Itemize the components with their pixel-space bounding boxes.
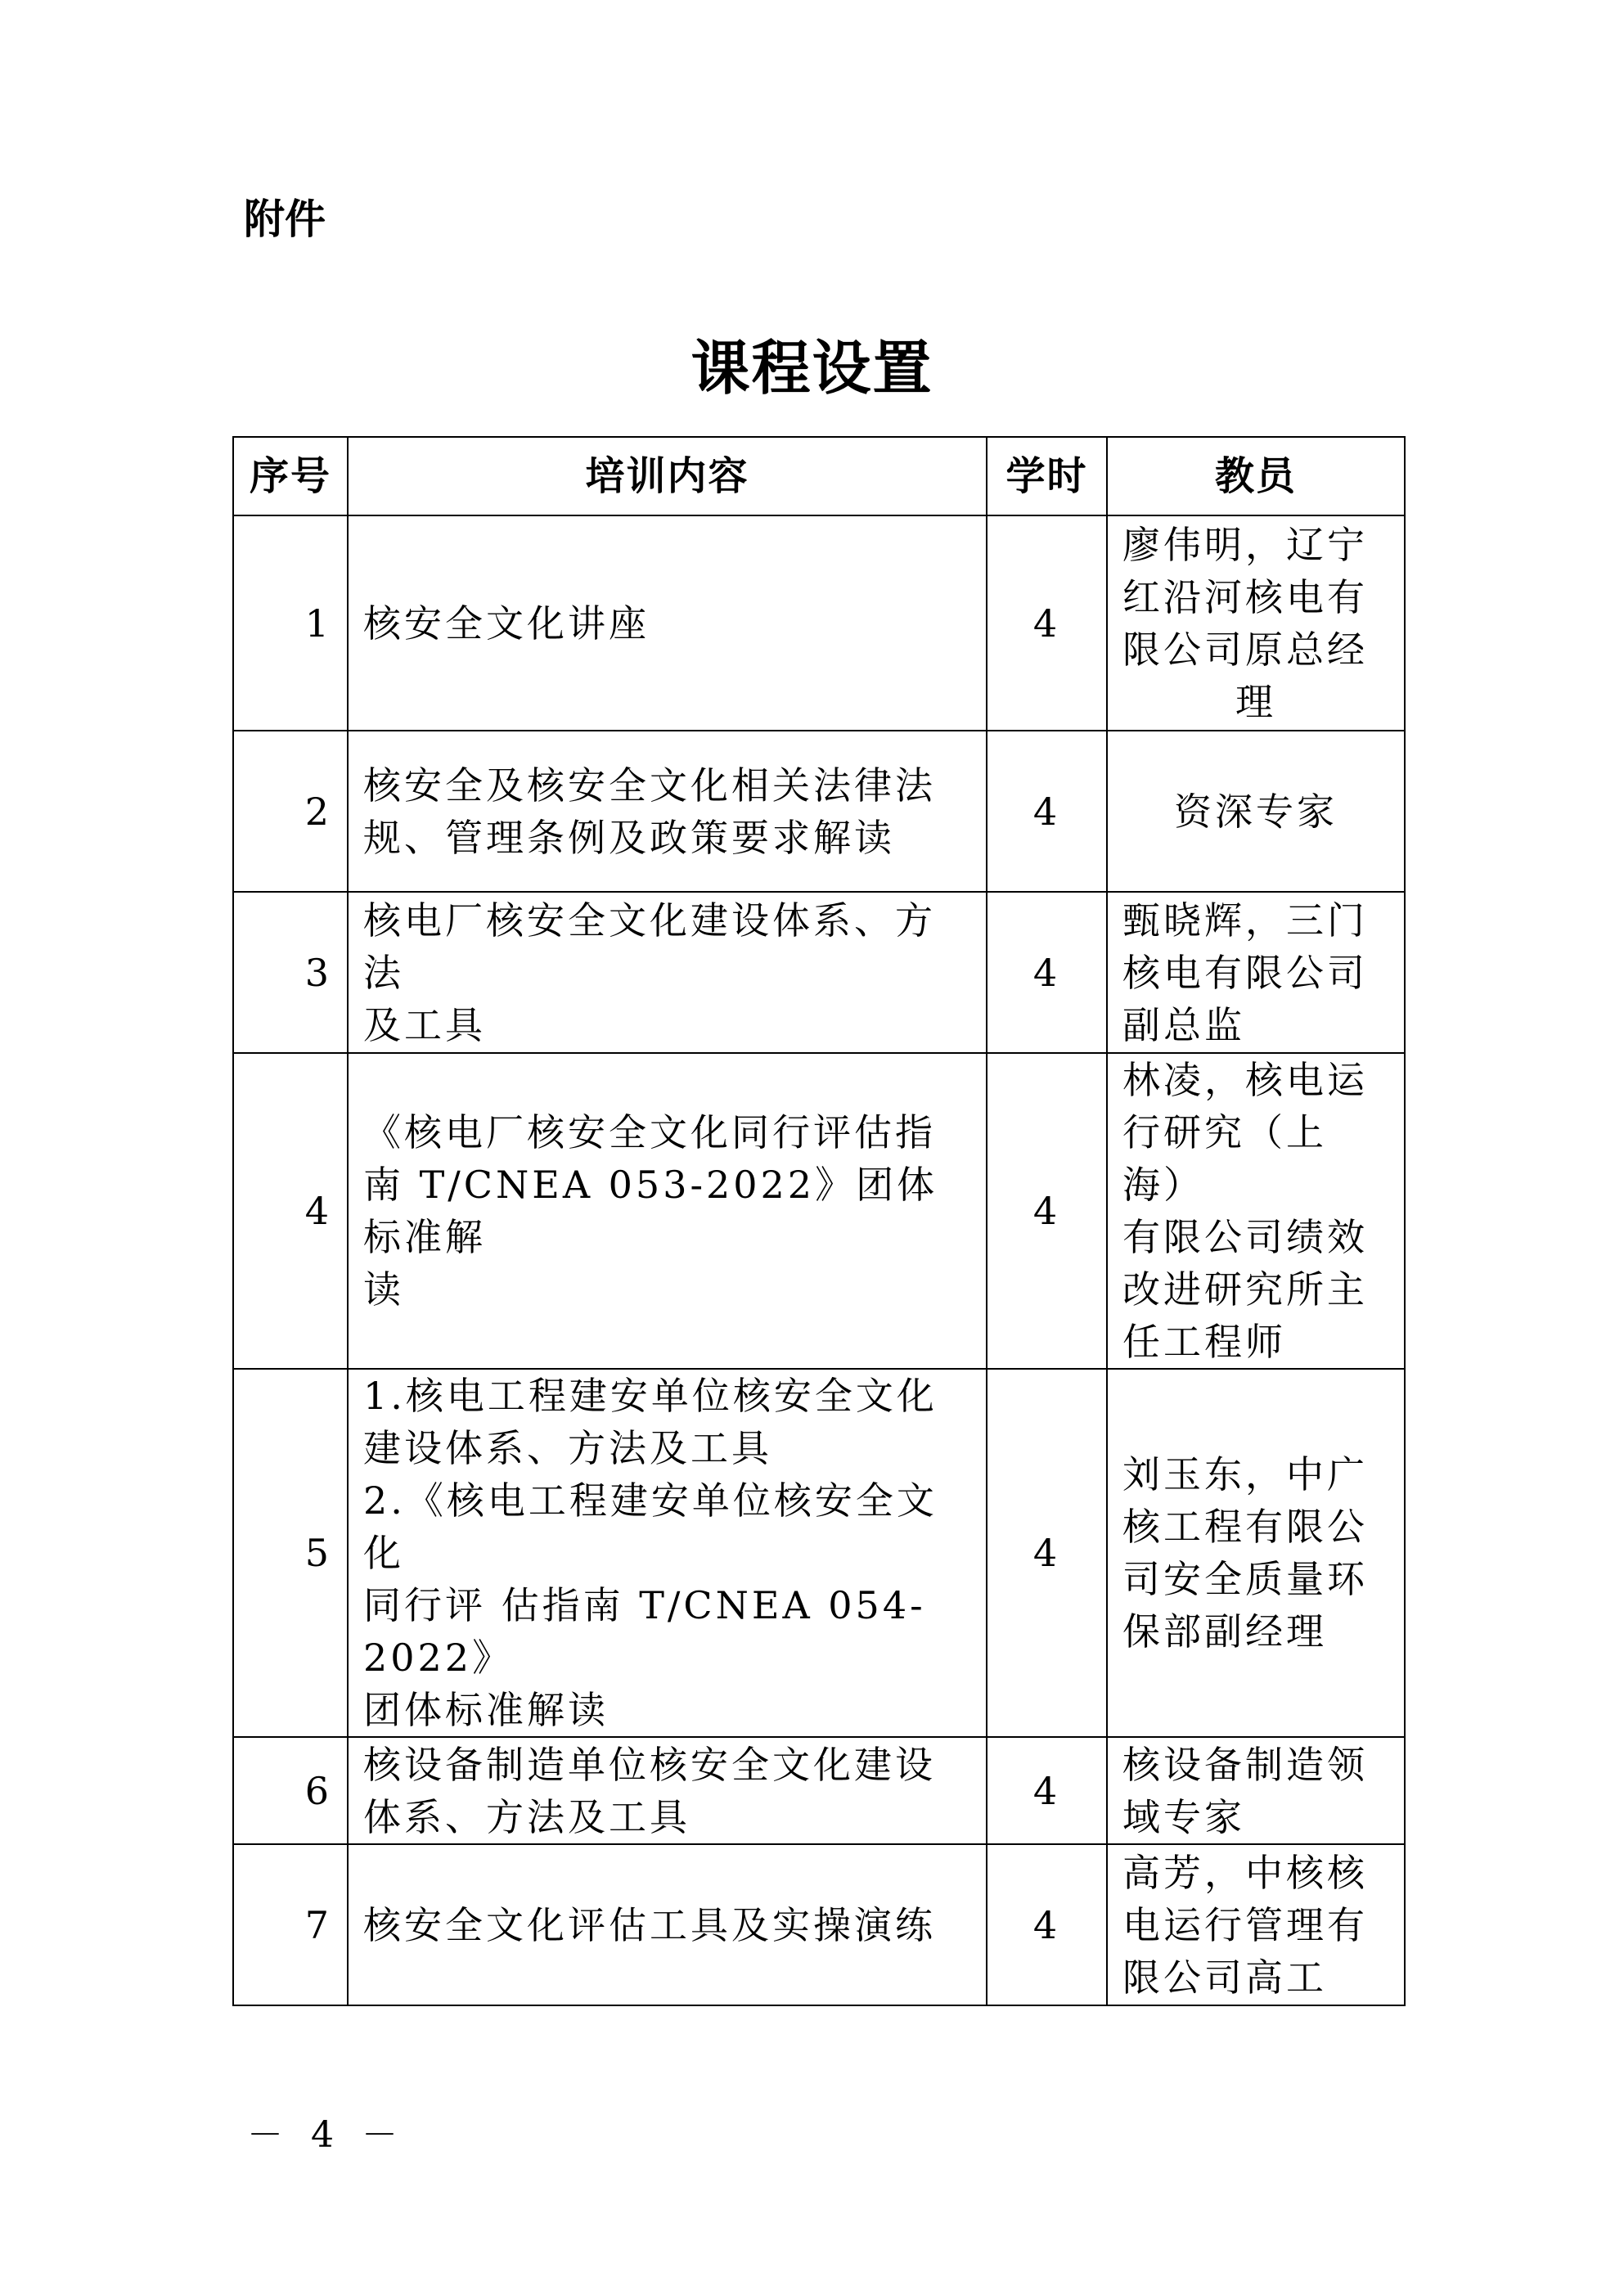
row-content (348, 731, 987, 892)
page-title: 课程设置 (691, 334, 933, 403)
teacher-line: 核工程有限公 (1122, 1505, 1368, 1549)
row-hours: 4 (987, 1053, 1107, 1369)
teacher-line: 理 (1235, 679, 1276, 724)
row-index: 2 (233, 731, 348, 892)
content-line: 核设备制造单位核安全文化建设 (363, 1742, 936, 1787)
teacher-line: 改进研究所主 (1122, 1267, 1368, 1312)
content-line: 规、管理条例及政策要求解读 (363, 815, 895, 860)
content-line: 核安全文化评估工具及实操演练 (363, 1902, 936, 1947)
table-row (233, 1369, 1405, 1737)
teacher-line: 行研究（上海） (1122, 1110, 1327, 1207)
content-line: 体系、方法及工具 (363, 1794, 691, 1839)
row-content (348, 1053, 987, 1369)
teacher-line: 刘玉东，中广 (1122, 1452, 1368, 1496)
content-line: 核安全及核安全文化相关法律法 (363, 763, 936, 808)
table-row (233, 1737, 1405, 1844)
row-teacher (1107, 1053, 1405, 1369)
row-hours: 4 (987, 892, 1107, 1053)
teacher-line: 甄晓辉，三门 (1122, 898, 1368, 943)
teacher-line: 任工程师 (1122, 1320, 1286, 1364)
table-row (233, 731, 1405, 892)
teacher-line: 限公司原总经 (1122, 627, 1368, 672)
table-row (233, 1844, 1405, 2005)
row-hours: 4 (987, 1369, 1107, 1737)
row-index: 6 (233, 1737, 348, 1844)
teacher-line: 廖伟明，辽宁 (1122, 522, 1368, 567)
teacher-line: 核设备制造领 (1122, 1742, 1368, 1787)
table-row (233, 515, 1405, 731)
header-teacher: 教员 (1107, 437, 1405, 515)
content-line: 2.《核电工程建安单位核安全文化 (363, 1478, 938, 1575)
teacher-line: 资深专家 (1174, 789, 1338, 834)
content-line: 读 (363, 1267, 404, 1312)
header-hours: 学时 (987, 437, 1107, 515)
row-content (348, 892, 987, 1053)
teacher-line: 电运行管理有 (1122, 1902, 1368, 1947)
row-index: 3 (233, 892, 348, 1053)
teacher-line: 核电有限公司 (1122, 950, 1368, 995)
row-teacher (1107, 1844, 1405, 2005)
row-index: 1 (233, 515, 348, 731)
teacher-line: 副总监 (1122, 1002, 1245, 1047)
row-teacher (1107, 515, 1405, 731)
course-table (232, 436, 1406, 2006)
table-row (233, 892, 1405, 1053)
row-teacher (1107, 892, 1405, 1053)
row-hours: 4 (987, 731, 1107, 892)
content-line: 建设体系、方法及工具 (363, 1426, 772, 1470)
header-content: 培训内容 (348, 437, 987, 515)
teacher-line: 高芳，中核核 (1122, 1850, 1368, 1895)
content-line: 同行评 估指南 T/CNEA 054-2022》 (363, 1583, 926, 1680)
row-hours: 4 (987, 515, 1107, 731)
row-content (348, 1844, 987, 2005)
table-header-row (233, 437, 1405, 515)
row-teacher (1107, 1737, 1405, 1844)
row-teacher (1107, 1369, 1405, 1737)
teacher-line: 域专家 (1122, 1794, 1245, 1839)
teacher-line: 林凌，核电运 (1122, 1058, 1368, 1102)
content-line: 核电厂核安全文化建设体系、方法 (363, 898, 936, 995)
row-content (348, 1369, 987, 1737)
attachment-label: 附件 (244, 196, 326, 243)
page-number: － 4 － (247, 2114, 406, 2156)
table-row (233, 1053, 1405, 1369)
teacher-line: 红沿河核电有 (1122, 574, 1368, 619)
teacher-line: 司安全质量环 (1122, 1557, 1368, 1601)
row-hours: 4 (987, 1737, 1107, 1844)
row-index: 7 (233, 1844, 348, 2005)
row-index: 5 (233, 1369, 348, 1737)
teacher-line: 保部副经理 (1122, 1609, 1327, 1654)
row-content (348, 515, 987, 731)
content-line: 南 T/CNEA 053-2022》团体标准解 (363, 1163, 938, 1259)
content-line: 1.核电工程建安单位核安全文化 (363, 1374, 938, 1418)
content-line: 核安全文化讲座 (363, 601, 650, 646)
row-hours: 4 (987, 1844, 1107, 2005)
content-line: 及工具 (363, 1002, 486, 1047)
row-content (348, 1737, 987, 1844)
row-index: 4 (233, 1053, 348, 1369)
header-index: 序号 (233, 437, 348, 515)
content-line: 团体标准解读 (363, 1688, 609, 1732)
teacher-line: 有限公司绩效 (1122, 1215, 1368, 1259)
teacher-line: 限公司高工 (1122, 1955, 1327, 2000)
content-line: 《核电厂核安全文化同行评估指 (363, 1110, 936, 1154)
row-teacher (1107, 731, 1405, 892)
